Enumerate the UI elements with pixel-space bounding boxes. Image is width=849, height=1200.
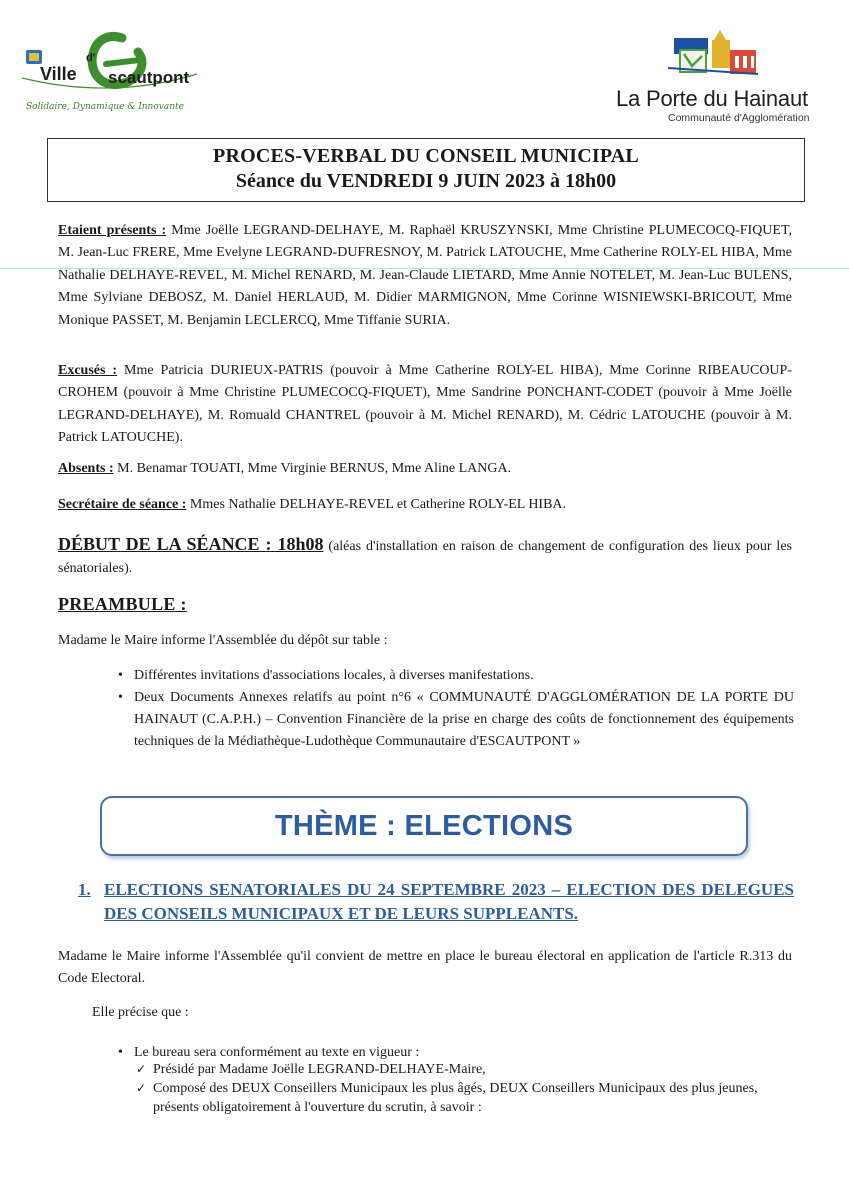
preambule-list: [118, 665, 794, 753]
secretaire-text: Mmes Nathalie DELHAYE-REVEL et Catherine ROLY-EL HIBA.: [186, 497, 567, 512]
logo-tagline: Solidaire, Dynamique & Innovante: [26, 102, 184, 112]
porte-du-hainaut-logo: [608, 28, 818, 126]
logo-d-text: d': [86, 52, 96, 64]
check-item: ✓ Composé des DEUX Conseillers Municipaux les plus âgés, DEUX Conseillers Municipaux des plus jeunes, présents obligatoirement à l'ouverture du scrutin, à savoir :: [136, 1079, 796, 1117]
list-item: • Deux Documents Annexes relatifs au point n°6 « COMMUNAUTÉ D'AGGLOMÉRATION DE LA PORTE DU HAINAUT (C.A.P.H.) – Convention Financière de la prise en charge des coûts de fonctionnement des équipements techniques de la Médiathèque-Ludothèque Communautaire d'ESCAUTPONT »: [118, 687, 794, 753]
excuses-text: Mme Patricia DURIEUX-PATRIS (pouvoir à Mme Catherine ROLY-EL HIBA), Mme Corinne RIBEAUCOUP-CROHEM (pouvoir à Mme Christine PLUMECOCQ-FIQUET), Mme Sandrine PONCHANT-CODET (pouvoir à Mme Joëlle LEGRAND-DELHAYE), M. Romuald CHANTREL (pouvoir à M. Michel RENARD), M. Cédric LATOUCHE (pouvoir à M. Patrick LATOUCHE).: [58, 363, 792, 446]
theme-title: THÈME : ELECTIONS: [274, 810, 574, 842]
section-1-precise: Elle précise que :: [92, 1005, 189, 1020]
logo-ville-text: Ville: [40, 64, 77, 84]
debut-paragraph: [58, 533, 792, 581]
presents-text: Mme Joëlle LEGRAND-DELHAYE, M. Raphaël KRUSZYNSKI, Mme Christine PLUMECOCQ-FIQUET, M. Jean-Luc FRERE, Mme Evelyne LEGRAND-DUFRESNOY, M. Patrick LATOUCHE, Mme Catherine ROLY-EL HIBA, Mme Nathalie DELHAYE-REVEL, M. Michel RENARD, M. Jean-Claude LIETARD, Mme Annie NOTELET, M. Jean-Luc BULENS, Mme Sylviane DEBOSZ, M. Daniel HERLAUD, M. Didier MARMIGNON, Mme Corinne WISNIEWSKI-BRICOUT, Mme Monique PASSET, M. Benjamin LECLERCQ, Mme Tiffanie SURIA.: [58, 223, 792, 328]
section-1-title: ELECTIONS SENATORIALES DU 24 SEPTEMBRE 2023 – ELECTION DES DELEGUES DES CONSEILS MUNICIPAUX ET DE LEURS SUPPLEANTS.: [104, 880, 794, 923]
logo-porte-hainaut-sub: Communauté d'Agglomération: [668, 112, 810, 124]
document-title: PROCES-VERBAL DU CONSEIL MUNICIPAL: [213, 145, 639, 167]
presents-paragraph: [58, 220, 792, 332]
title-box: [47, 138, 805, 202]
ville-escautpont-logo: [22, 30, 202, 122]
porte-du-hainaut-emblem-icon: [608, 28, 818, 86]
presents-label: Etaient présents :: [58, 223, 167, 238]
list-item: • Le bureau sera conformément au texte en vigueur :: [118, 1042, 794, 1064]
section-1-checklist: [136, 1060, 796, 1117]
debut-label: DÉBUT DE LA SÉANCE : 18h08: [58, 534, 324, 554]
absents-text: M. Benamar TOUATI, Mme Virginie BERNUS, Mme Aline LANGA.: [113, 461, 512, 476]
excuses-label: Excusés :: [58, 363, 118, 378]
session-date: Séance du VENDREDI 9 JUIN 2023 à 18h00: [235, 170, 617, 192]
secretaire-label: Secrétaire de séance :: [58, 497, 187, 512]
absents-label: Absents :: [58, 461, 114, 476]
section-1-paragraph: Madame le Maire informe l'Assemblée qu'il convient de mettre en place le bureau électoral en application de l'article R.313 du Code Electoral.: [58, 949, 792, 987]
theme-box: [100, 796, 748, 856]
secretaire-paragraph: [58, 494, 792, 516]
logo-scautpont-text: scautpont: [108, 68, 190, 87]
preambule-heading: PREAMBULE :: [58, 594, 187, 614]
excuses-paragraph: [58, 360, 792, 450]
preambule-intro: Madame le Maire informe l'Assemblée du dépôt sur table :: [58, 633, 388, 648]
absents-paragraph: [58, 458, 792, 480]
section-1-number: 1.: [78, 880, 91, 899]
check-item: ✓ Présidé par Madame Joëlle LEGRAND-DELHAYE-Maire,: [136, 1060, 796, 1079]
logo-porte-hainaut-name: La Porte du Hainaut: [616, 86, 808, 111]
list-item: • Différentes invitations d'associations locales, à diverses manifestations.: [118, 665, 794, 687]
debut-text: (aléas d'installation en raison de changement de configuration des lieux pour les sénatoriales).: [58, 539, 792, 577]
